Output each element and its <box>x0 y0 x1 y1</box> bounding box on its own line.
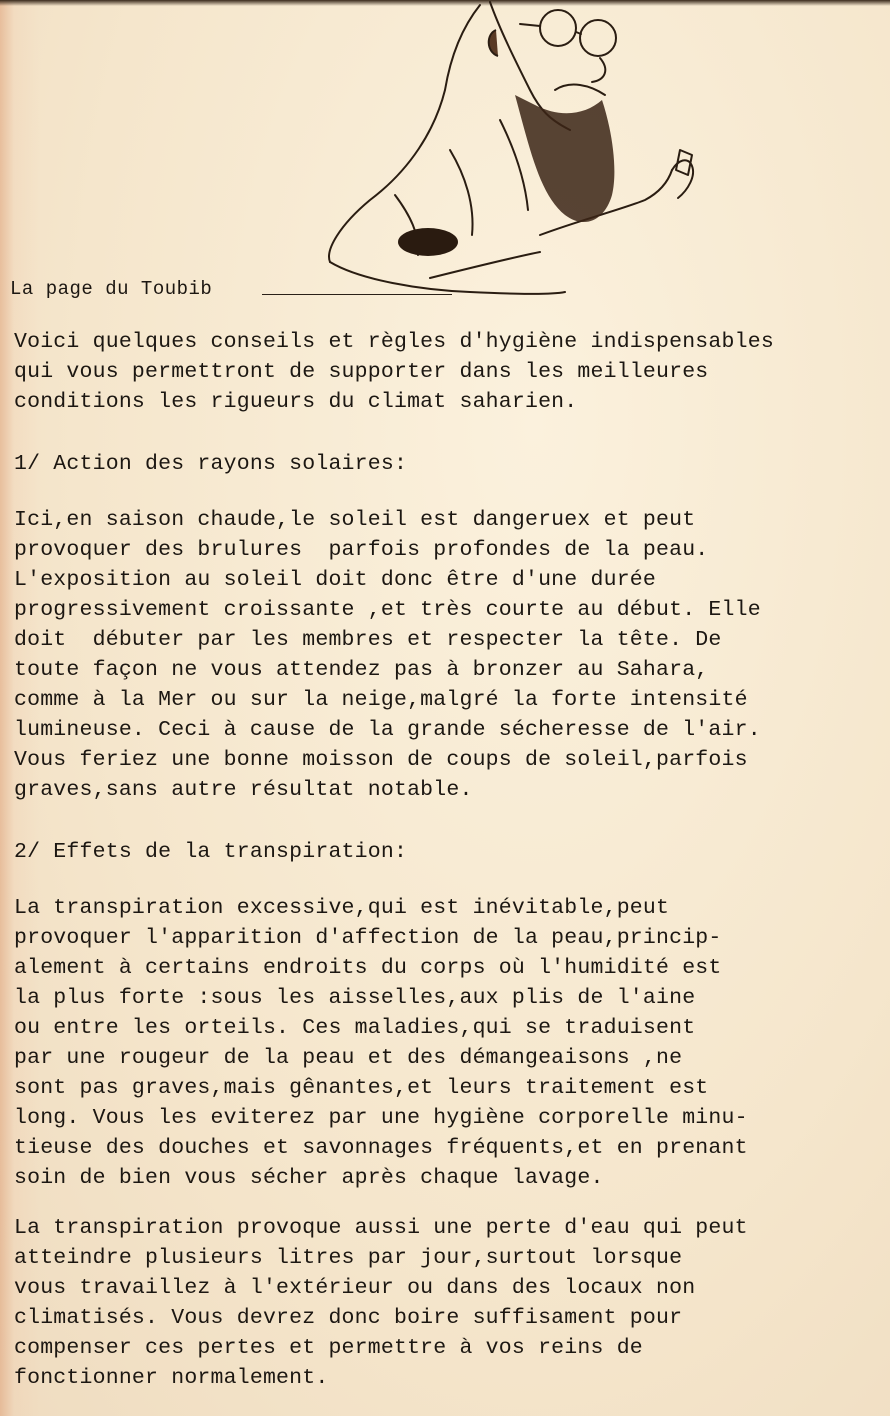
page-header-title: La page du Toubib <box>10 278 213 300</box>
header-underline <box>262 294 452 295</box>
doctor-caricature-illustration <box>300 0 730 310</box>
section-body-perspiration-water-loss: La transpiration provoque aussi une perte d'eau qui peut atteindre plusieurs litres par jour,surtout lorsque vous travaillez à l'extérieur ou dans des locaux non climatisés. Vous devrez donc boire suffisament pour compenser ces pertes et permettre à vos reins de fonctionner normalement. <box>14 1216 748 1390</box>
section-heading-perspiration: 2/ Effets de la transpiration: <box>14 840 408 864</box>
intro-paragraph: Voici quelques conseils et règles d'hygiène indispensables qui vous permettront de supporter dans les meilleures conditions les rigueurs du climat saharien. <box>14 330 774 414</box>
section-heading-solar-rays: 1/ Action des rayons solaires: <box>14 452 408 476</box>
section-body-perspiration: La transpiration excessive,qui est inévitable,peut provoquer l'apparition d'affection de la peau,princip- alement à certains endroits du corps où l'humidité est la plus forte :sous les aisselles,aux plis de l'aine ou entre les orteils. Ces maladies,qui se traduisent par une rougeur de la peau et des démangeaisons ,ne sont pas graves,mais gênantes,et leurs traitement est long. Vous les eviterez par une hygiène corporelle minu- tieuse des douches et savonnages fréquents,et en prenant soin de bien vous sécher après chaque lavage. <box>14 896 748 1190</box>
section-body-solar-rays: Ici,en saison chaude,le soleil est dangeruex et peut provoquer des brulures parfois profondes de la peau. L'exposition au soleil doit donc être d'une durée progressivement croissante ,et très courte au début. Elle doit débuter par les membres et respecter la tête. De toute façon ne vous attendez pas à bronzer au Sahara, comme à la Mer ou sur la neige,malgré la forte intensité lumineuse. Ceci à cause de la grande sécheresse de l'air. Vous feriez une bonne moisson de coups de soleil,parfois graves,sans autre résultat notable. <box>14 508 761 802</box>
